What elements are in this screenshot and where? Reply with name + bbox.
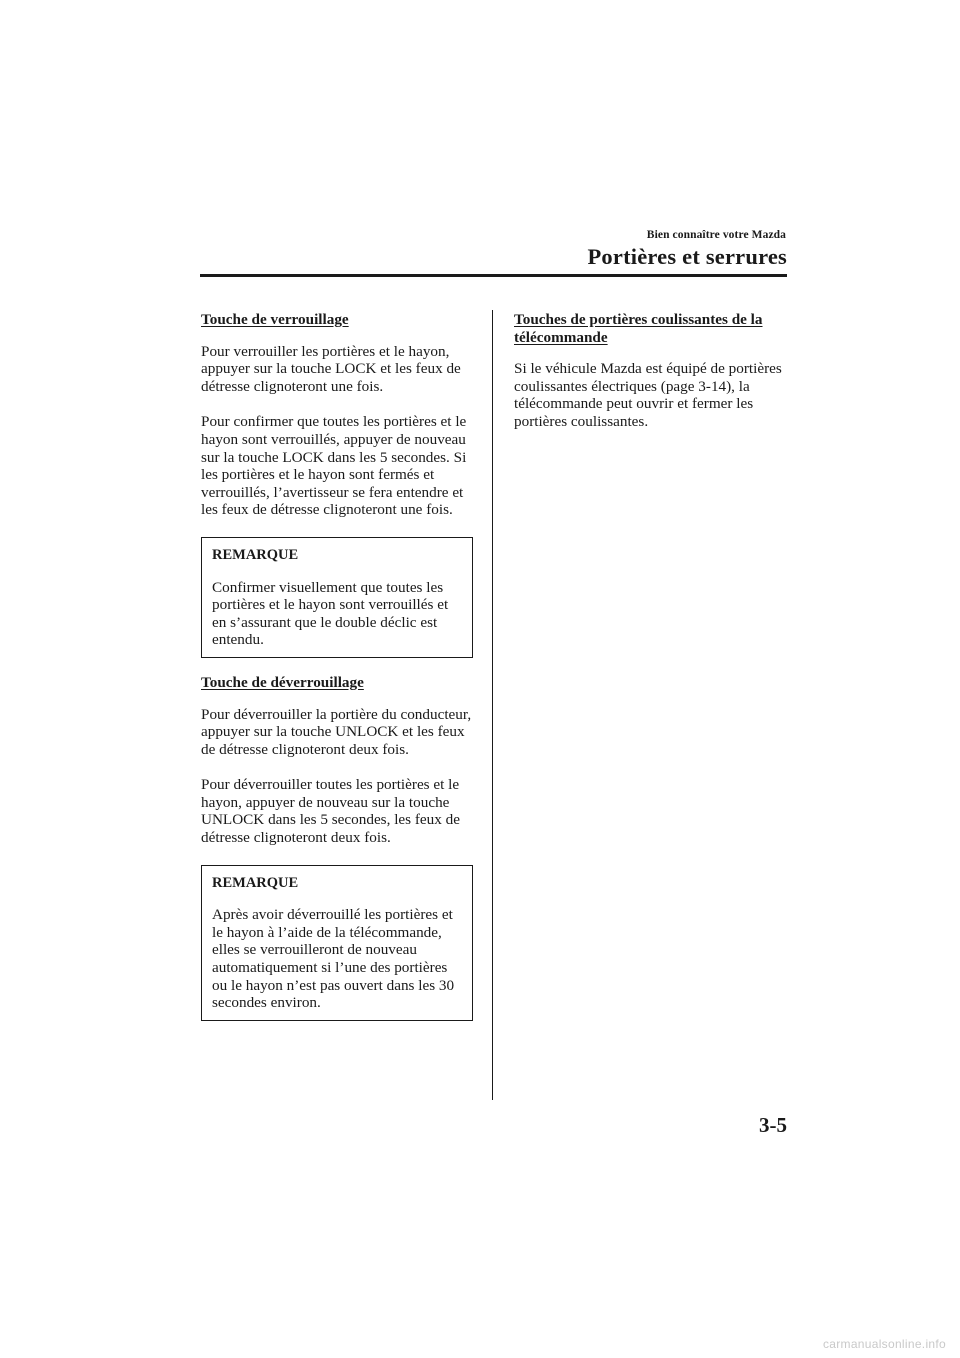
note-box-unlock (201, 865, 473, 1021)
header-rule (200, 274, 787, 277)
page-number: 3-5 (759, 1113, 787, 1137)
note-box-lock (201, 537, 473, 658)
lock-paragraph-2: Pour confirmer que toutes les portières et le hayon sont verrouillés, appuyer de nouveau sur la touche LOCK dans les 5 secondes. Si les portières et le hayon sont fermés et verrouillés, l’avertisseur se fera entendre et les feux de détresse clignoteront une fois. (201, 413, 467, 519)
sliding-door-heading: Touches de portières coulissantes de la télécommande (514, 311, 763, 346)
note-text: Après avoir déverrouillé les portières et le hayon à l’aide de la télécommande, elles se verrouilleront de nouveau automatiquement si l’une des portières ou le hayon n’est pas ouvert dans les 30 secondes environ. (212, 906, 455, 1012)
left-column (201, 311, 473, 1037)
right-column (514, 311, 790, 449)
lock-paragraph-1: Pour verrouiller les portières et le hayon, appuyer sur la touche LOCK et les feux de détresse clignoteront une fois. (201, 342, 461, 395)
section-title: Portières et serrures (587, 244, 787, 269)
unlock-paragraph-2: Pour déverrouiller toutes les portières et le hayon, appuyer de nouveau sur la touche UNLOCK dans les 5 secondes, les feux de détresse clignoteront deux fois. (201, 776, 460, 847)
note-text: Confirmer visuellement que toutes les portières et le hayon sont verrouillés et en s’assurant que le double déclic est entendu. (212, 578, 449, 649)
note-title: REMARQUE (212, 546, 299, 563)
note-title: REMARQUE (212, 874, 299, 891)
unlock-paragraph-1: Pour déverrouiller la portière du conducteur, appuyer sur la touche UNLOCK et les feux de détresse clignoteront deux fois. (201, 705, 472, 758)
sliding-door-paragraph: Si le véhicule Mazda est équipé de portières coulissantes électriques (page 3-14), la télécommande peut ouvrir et fermer les portières coulissantes. (514, 360, 782, 430)
chapter-label: Bien connaître votre Mazda (646, 229, 786, 241)
column-divider (492, 310, 493, 1100)
watermark: carmanualsonline.info (822, 1337, 946, 1351)
unlock-button-heading: Touche de déverrouillage (201, 673, 364, 691)
lock-button-heading: Touche de verrouillage (201, 311, 349, 328)
